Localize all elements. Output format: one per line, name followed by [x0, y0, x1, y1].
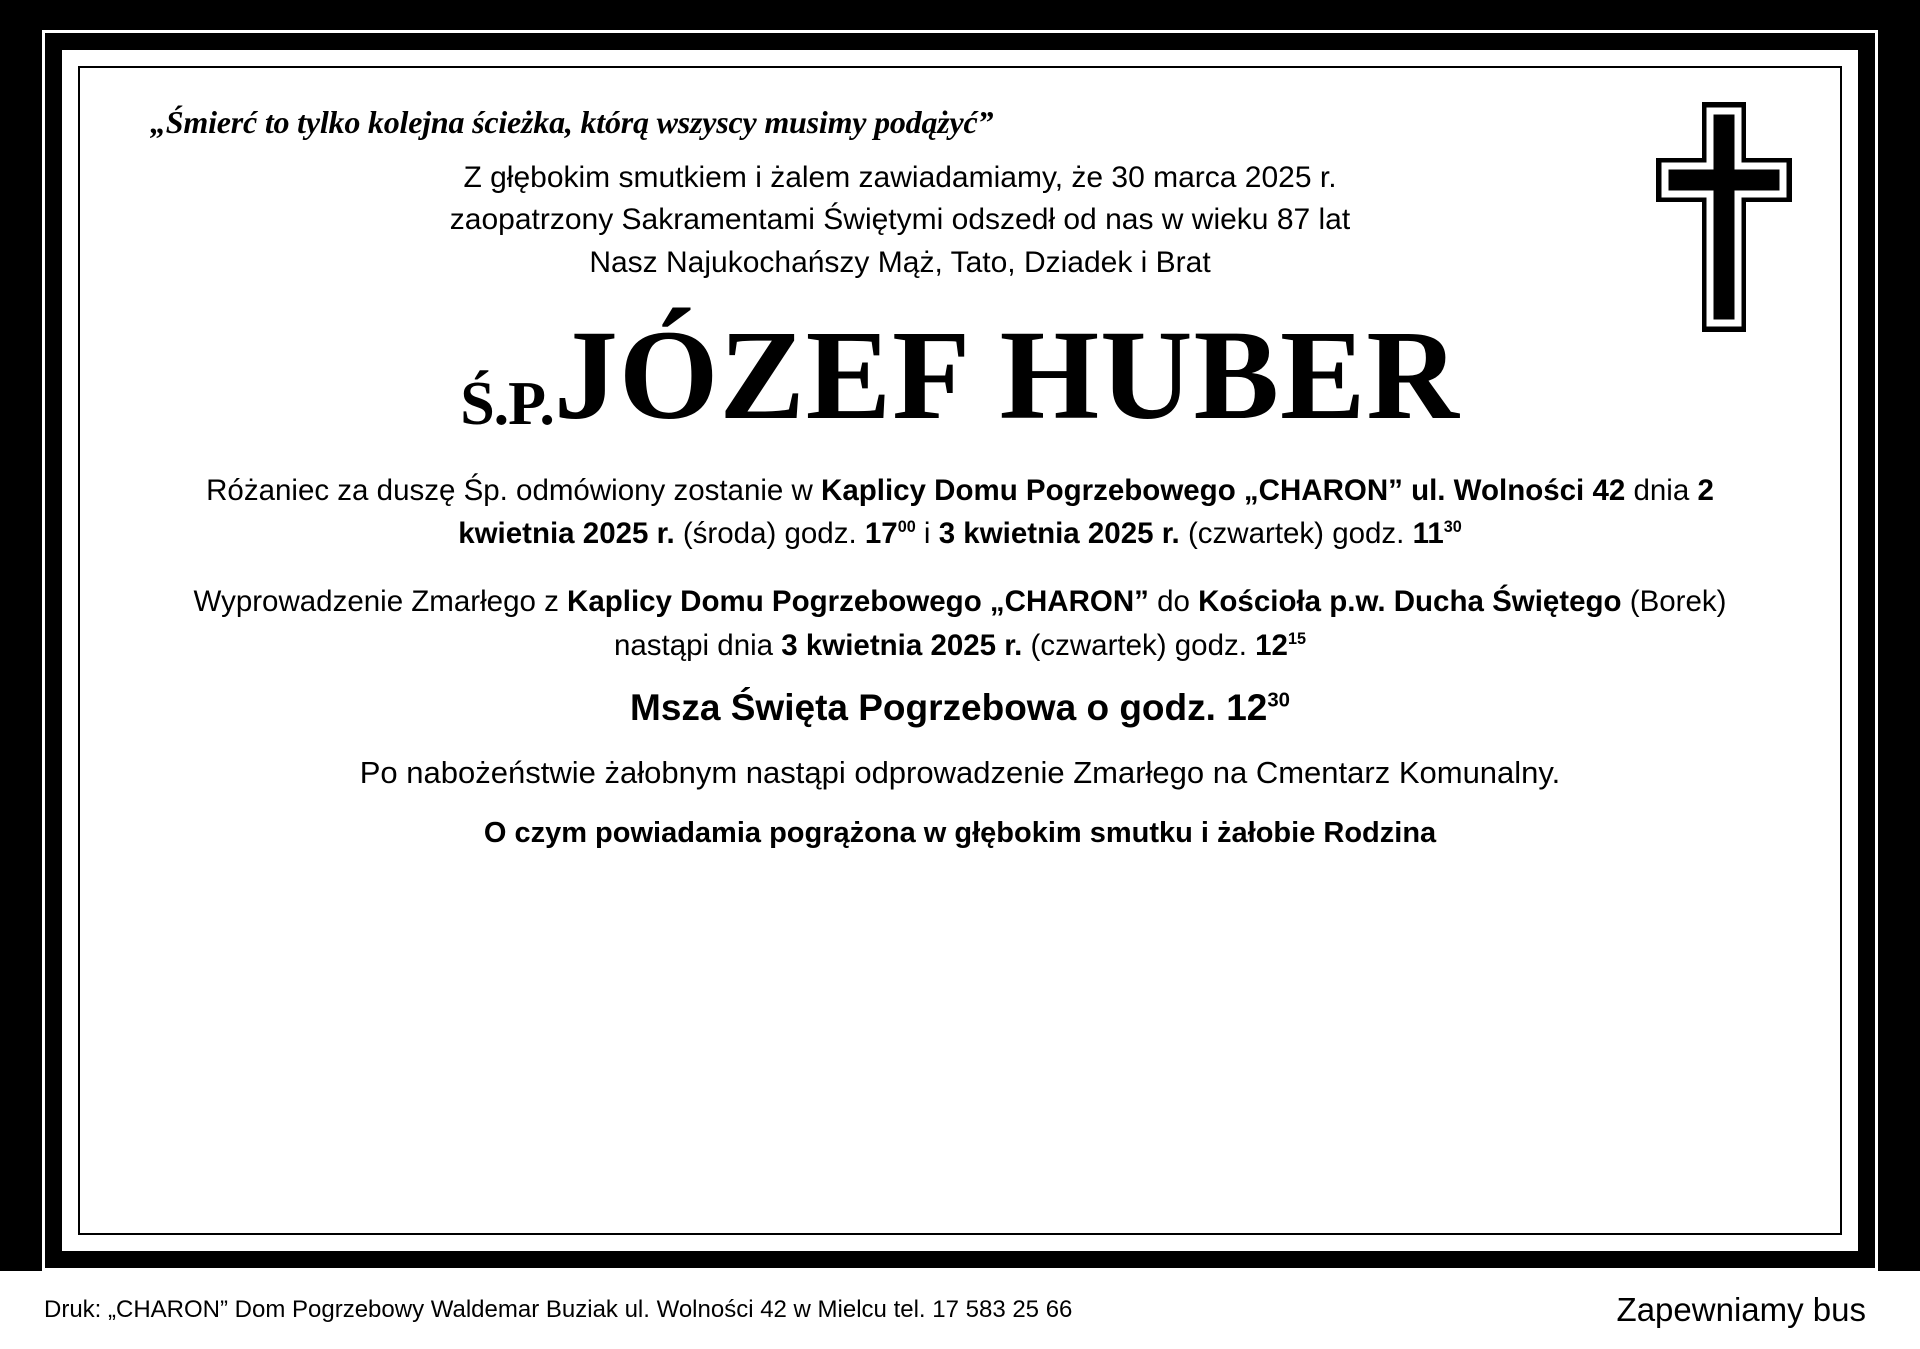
- deceased-name-row: [114, 303, 1806, 446]
- intro-line-3: Nasz Najukochańszy Mąż, Tato, Dziadek i Brat: [589, 245, 1211, 279]
- procession-text-2: do: [1148, 584, 1199, 618]
- intro-line-2: zaopatrzony Sakramentami Świętymi odszedł od nas w wieku 87 lat: [449, 203, 1351, 237]
- procession-time-minutes: 15: [1287, 629, 1307, 648]
- notice-content: [114, 104, 1806, 850]
- procession-text-4: (czwartek) godz.: [1022, 628, 1256, 662]
- mass-time-minutes: 30: [1267, 689, 1290, 712]
- notice-card: [62, 50, 1858, 1251]
- rosary-text-4: i: [915, 517, 939, 551]
- rosary-paragraph: [160, 469, 1760, 556]
- quote-text: „Śmierć to tylko kolejna ścieżka, którą wszyscy musimy podążyć”: [150, 104, 994, 140]
- rosary-date-1: 2 kwietnia 2025 r.: [458, 473, 1714, 551]
- procession-text-3: (Borek) nastąpi dnia: [613, 584, 1727, 662]
- mass-line: [114, 687, 1806, 729]
- rosary-text-2: dnia: [1625, 473, 1698, 507]
- rosary-time-2-minutes: 30: [1443, 518, 1462, 537]
- procession-to: Kościoła p.w. Ducha Świętego: [1198, 584, 1622, 618]
- rosary-text-5: (czwartek) godz.: [1179, 517, 1413, 551]
- mass-text: Msza Święta Pogrzebowa o godz. 12: [630, 687, 1268, 729]
- intro-line-1: Z głębokim smutkiem i żalem zawiadamiamy, że 30 marca 2025 r.: [463, 160, 1337, 194]
- print-info: Druk: „CHARON” Dom Pogrzebowy Waldemar Buziak ul. Wolności 42 w Mielcu tel. 17 583 25 66: [44, 1296, 1073, 1323]
- rosary-time-1-minutes: 00: [897, 518, 916, 537]
- rosary-time-2: 11: [1412, 517, 1444, 551]
- procession-from: Kaplicy Domu Pogrzebowego „CHARON”: [567, 584, 1149, 618]
- procession-time: 12: [1255, 628, 1288, 662]
- procession-text-1: Wyprowadzenie Zmarłego z: [193, 584, 568, 618]
- rosary-date-2: 3 kwietnia 2025 r.: [938, 517, 1180, 551]
- family-signature: O czym powiadamia pogrążona w głębokim smutku i żałobie Rodzina: [483, 817, 1437, 850]
- announcement-intro: [245, 157, 1675, 285]
- rosary-text-3: (środa) godz.: [674, 517, 865, 551]
- rosary-text-1: Różaniec za duszę Śp. odmówiony zostanie w: [206, 473, 822, 507]
- deceased-name: JÓZEF HUBER: [553, 303, 1460, 446]
- after-service-text: Po nabożeństwie żałobnym nastąpi odprowadzenie Zmarłego na Cmentarz Komunalny.: [359, 755, 1561, 791]
- bus-info: Zapewniamy bus: [1616, 1291, 1866, 1328]
- rosary-place: Kaplicy Domu Pogrzebowego „CHARON” ul. Wolności 42: [821, 473, 1626, 507]
- honorific-label: Ś.P.: [460, 369, 554, 438]
- procession-paragraph: [160, 580, 1760, 667]
- procession-date: 3 kwietnia 2025 r.: [781, 628, 1023, 662]
- rosary-time-1: 17: [864, 517, 898, 551]
- poster-footer: [0, 1271, 1920, 1349]
